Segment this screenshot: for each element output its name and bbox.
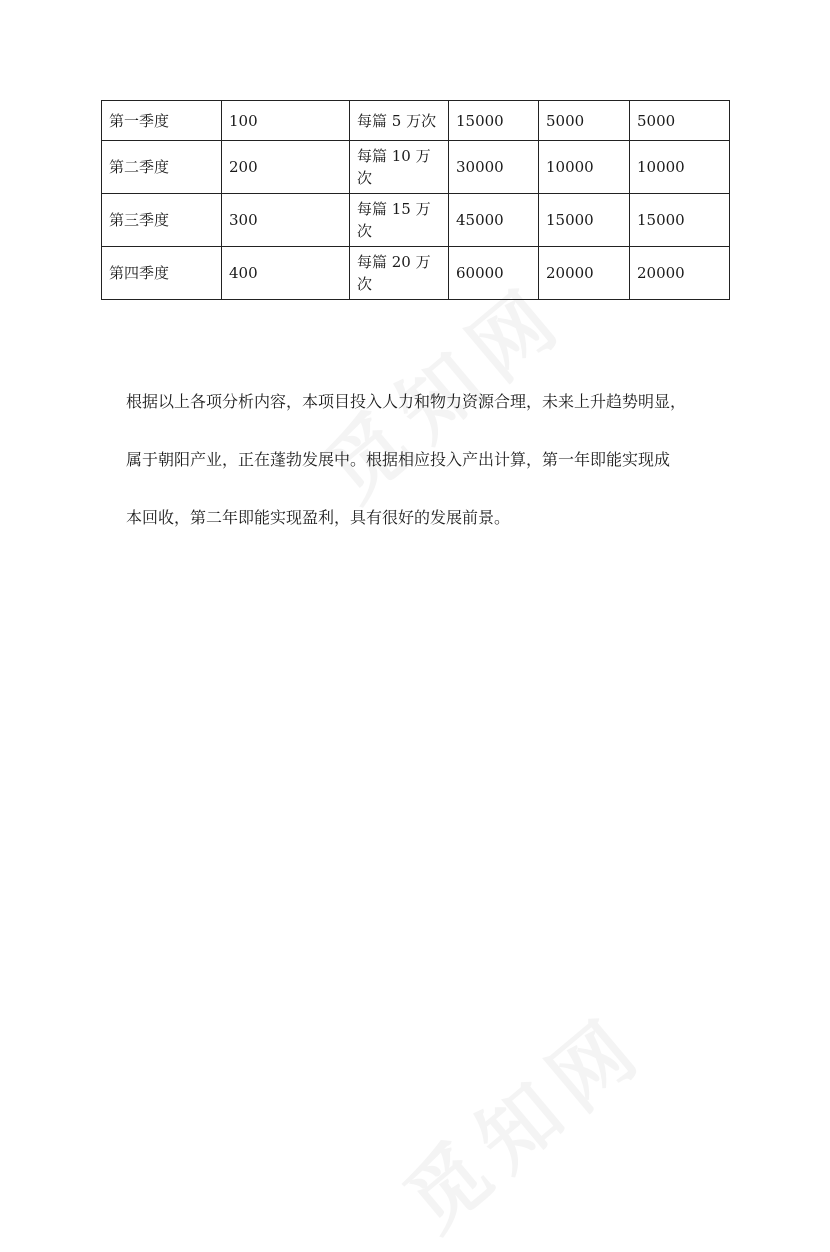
table-cell-value: 15000 xyxy=(539,194,630,247)
paragraph-line: 属于朝阳产业，正在蓬勃发展中。根据相应投入产出计算，第一年即能实现成 xyxy=(126,450,671,469)
table-cell-value: 10000 xyxy=(630,141,730,194)
table-cell-value: 15000 xyxy=(630,194,730,247)
table-cell-count: 400 xyxy=(222,247,350,300)
table-cell-value: 45000 xyxy=(449,194,539,247)
paragraph-line: 根据以上各项分析内容，本项目投入人力和物力资源合理，未来上升趋势明显， xyxy=(126,392,687,411)
table-cell-count: 200 xyxy=(222,141,350,194)
watermark-bottom xyxy=(376,983,666,1252)
table-cell-value: 5000 xyxy=(539,101,630,141)
table-cell-quarter: 第四季度 xyxy=(102,247,222,300)
quarterly-table xyxy=(101,100,730,300)
table-cell-value: 60000 xyxy=(449,247,539,300)
table-cell-quarter: 第三季度 xyxy=(102,194,222,247)
table-cell-rate: 每篇 5 万次 xyxy=(350,101,449,141)
table-cell-value: 20000 xyxy=(539,247,630,300)
paragraph-line: 本回收，第二年即能实现盈利，具有很好的发展前景。 xyxy=(126,508,511,527)
table-cell-value: 10000 xyxy=(539,141,630,194)
table-cell-rate: 每篇 20 万次 xyxy=(350,247,449,300)
table-cell-value: 20000 xyxy=(630,247,730,300)
table-cell-value: 5000 xyxy=(630,101,730,141)
table-cell-rate: 每篇 10 万次 xyxy=(350,141,449,194)
table-row xyxy=(102,101,730,141)
table-row xyxy=(102,141,730,194)
table-row xyxy=(102,247,730,300)
table-cell-quarter: 第二季度 xyxy=(102,141,222,194)
table-cell-rate: 每篇 15 万次 xyxy=(350,194,449,247)
table-cell-value: 30000 xyxy=(449,141,539,194)
table-cell-value: 15000 xyxy=(449,101,539,141)
table-cell-count: 300 xyxy=(222,194,350,247)
table-row xyxy=(102,194,730,247)
table-cell-quarter: 第一季度 xyxy=(102,101,222,141)
analysis-paragraph xyxy=(126,390,736,564)
table-cell-count: 100 xyxy=(222,101,350,141)
